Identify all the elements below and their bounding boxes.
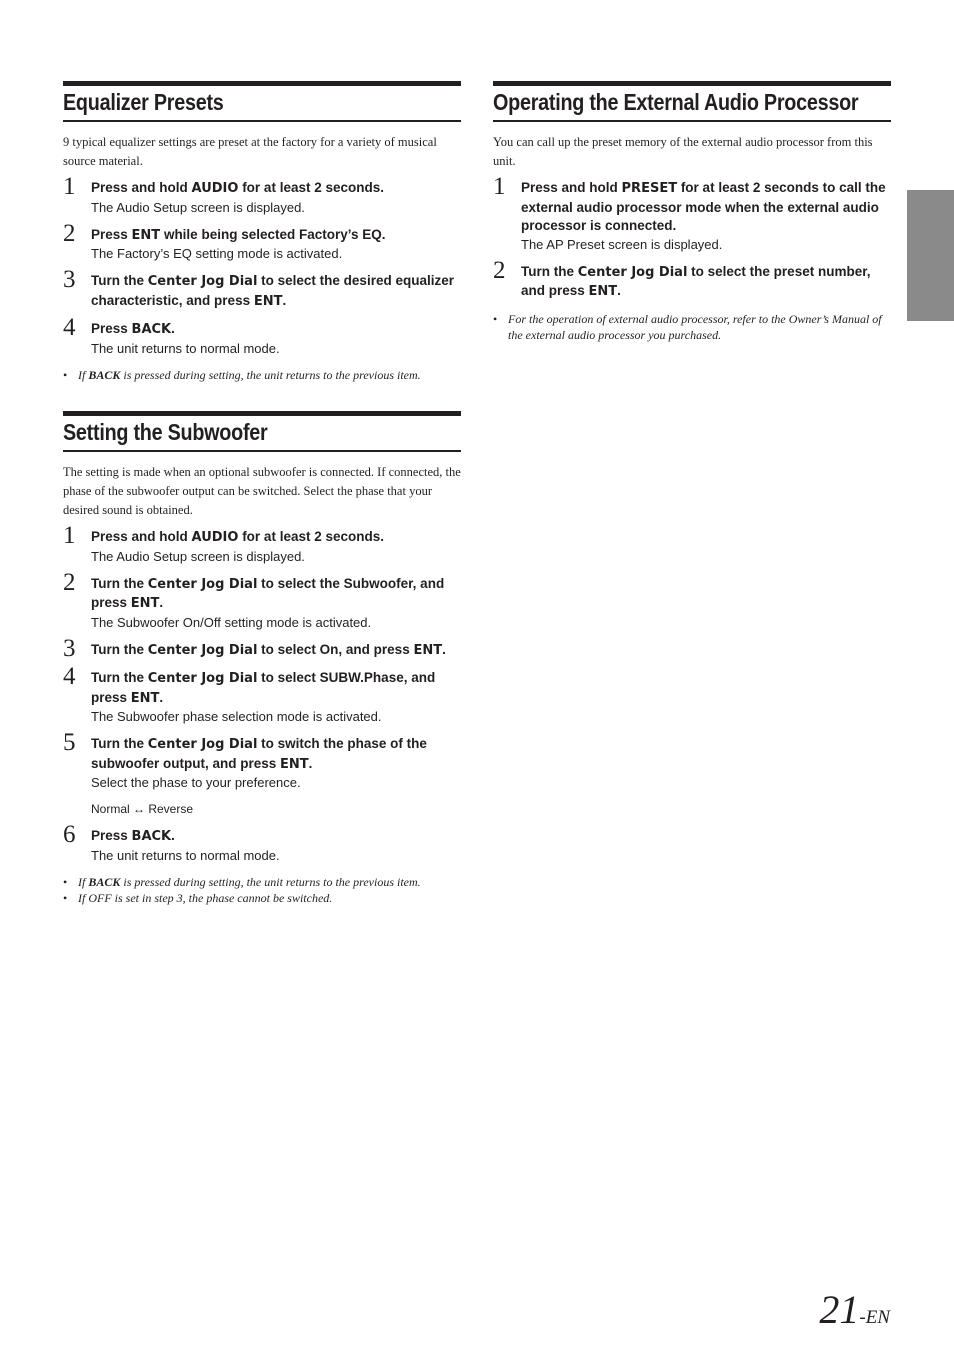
key-name: ENT: [588, 284, 618, 299]
step-result: Select the phase to your preference.: [91, 775, 301, 790]
step-number: 4: [63, 663, 76, 690]
instruction-text: .: [171, 321, 175, 336]
note-text: If OFF is set in step 3, the phase cannot be switched.: [78, 891, 333, 905]
key-name: ENT: [131, 227, 161, 243]
step-number: 2: [63, 568, 76, 596]
instruction-text: Turn the: [91, 670, 148, 685]
instruction-text: to switch the phase of the subwoofer output, and press: [91, 736, 427, 771]
instruction-text: for at least 2 seconds.: [238, 529, 384, 544]
step-item: [63, 522, 461, 566]
step-item: [493, 256, 891, 302]
step-number: 2: [493, 256, 506, 284]
section-title: Operating the External Audio Processor: [493, 89, 859, 115]
step-number: 1: [63, 522, 76, 549]
step-item: [63, 663, 461, 726]
instruction-text: .: [171, 828, 175, 843]
key-name: AUDIO: [191, 530, 239, 545]
step-instruction: [91, 179, 461, 199]
key-name: BACK: [131, 829, 172, 844]
instruction-text: Turn the: [91, 273, 148, 288]
key-name: Center Jog Dial: [147, 642, 258, 658]
key-name: ENT: [280, 756, 309, 772]
step-instruction: [521, 179, 891, 236]
step-item: [63, 568, 461, 632]
step-instruction: [91, 272, 461, 311]
step-number: 4: [63, 314, 76, 341]
step-result: The Factory’s EQ setting mode is activated.: [91, 246, 343, 261]
note-list: [63, 874, 461, 907]
key-name: Center Jog Dial: [147, 576, 258, 592]
note-item: [63, 890, 461, 907]
key-name: Center Jog Dial: [147, 274, 258, 289]
step-instruction: [91, 641, 461, 661]
step-result: The Audio Setup screen is displayed.: [91, 199, 305, 215]
section-intro: 9 typical equalizer settings are preset at the factory for a variety of musical source material.: [63, 135, 437, 168]
key-name: Center Jog Dial: [147, 671, 258, 686]
key-name: ENT: [413, 642, 443, 658]
instruction-text: Press and hold: [521, 180, 622, 195]
section-title: Setting the Subwoofer: [63, 419, 268, 445]
step-number: 5: [63, 729, 76, 756]
section-header: [63, 411, 461, 452]
section-setting-subwoofer: [63, 411, 461, 907]
step-instruction: [91, 320, 461, 340]
instruction-text: to select the desired equalizer characteristic, and press: [91, 273, 454, 308]
instruction-text: Turn the: [91, 736, 148, 751]
section-external-audio-processor: [493, 81, 891, 344]
step-number: 3: [63, 634, 76, 662]
step-item: [63, 821, 461, 865]
key-name: AUDIO: [191, 181, 239, 196]
instruction-text: .: [617, 283, 621, 298]
section-header: [493, 81, 891, 122]
instruction-text: Turn the: [91, 575, 148, 591]
instruction-text: for at least 2 seconds to call the external audio processor mode when the external audio processor is connected.: [521, 180, 886, 233]
instruction-text: Turn the: [91, 641, 148, 657]
key-name: ENT: [130, 596, 160, 611]
instruction-text: .: [308, 755, 313, 771]
step-result: The Subwoofer On/Off setting mode is activated.: [91, 614, 372, 630]
step-list: [63, 173, 461, 358]
step-instruction: [91, 669, 461, 708]
instruction-text: Press: [91, 226, 132, 242]
step-item: [493, 173, 891, 254]
instruction-text: .: [442, 641, 446, 657]
left-column: [63, 81, 461, 935]
key-name: ENT: [253, 293, 283, 309]
instruction-text: .: [282, 292, 287, 308]
section-header: [63, 81, 461, 122]
instruction-text: Press: [91, 828, 132, 843]
instruction-text: .: [159, 689, 164, 705]
step-instruction: [91, 735, 461, 774]
instruction-text: Press: [91, 321, 132, 336]
key-name: Center Jog Dial: [577, 264, 688, 280]
step-item: [63, 173, 461, 217]
instruction-text: to select the Subwoofer, and press: [91, 575, 445, 610]
note-text: is pressed during setting, the unit returns to the previous item.: [120, 367, 421, 382]
note-text: is pressed during setting, the unit returns to the previous item.: [120, 874, 421, 889]
note-item: [63, 874, 461, 891]
instruction-text: to select the preset number, and press: [521, 263, 871, 298]
section-intro: The setting is made when an optional subwoofer is connected. If connected, the phase of the subwoofer output can be switched. Select the phase that your desired sound is obtained.: [63, 465, 461, 517]
step-instruction: [521, 263, 891, 302]
step-instruction: [91, 226, 461, 246]
key-name: ENT: [130, 690, 160, 706]
step-item: [63, 634, 461, 662]
step-number: 6: [63, 821, 76, 848]
step-number: 2: [63, 219, 76, 247]
key-name: BACK: [131, 322, 172, 337]
step-instruction: [91, 827, 461, 847]
instruction-text: Press and hold: [91, 529, 192, 544]
step-list: [63, 522, 461, 865]
step-result: The Audio Setup screen is displayed.: [91, 548, 305, 564]
note-list: [493, 311, 891, 344]
instruction-text: for at least 2 seconds.: [238, 180, 384, 195]
step-list: [493, 173, 891, 302]
step-result: The unit returns to normal mode.: [91, 340, 280, 356]
step-item: [63, 266, 461, 311]
key-name: PRESET: [621, 181, 678, 196]
step-item: [63, 729, 461, 818]
note-list: [63, 367, 461, 384]
step-number: 3: [63, 266, 76, 293]
step-number: 1: [493, 173, 506, 200]
right-column: [493, 81, 891, 372]
instruction-text: .: [159, 595, 164, 610]
page-number-suffix: -EN: [859, 1307, 890, 1328]
page-number: [819, 1286, 890, 1333]
chapter-side-tab: [907, 190, 954, 321]
page-number-value: 21: [819, 1287, 860, 1332]
key-name: Center Jog Dial: [147, 737, 258, 752]
step-item: [63, 219, 461, 264]
note-keyword: BACK: [88, 874, 121, 889]
note-item: [63, 367, 461, 384]
section-title: Equalizer Presets: [63, 89, 224, 115]
note-text: If: [78, 874, 89, 889]
note-text: If: [78, 367, 89, 382]
step-instruction: [91, 575, 461, 614]
step-result: The unit returns to normal mode.: [91, 847, 280, 863]
step-item: [63, 314, 461, 358]
instruction-text: while being selected Factory’s EQ.: [160, 226, 386, 242]
instruction-text: to select On, and press: [257, 641, 414, 657]
option-values: Normal ↔ Reverse: [91, 802, 194, 816]
step-instruction: [91, 528, 461, 548]
step-result: The AP Preset screen is displayed.: [521, 236, 723, 252]
note-keyword: BACK: [88, 367, 121, 382]
step-number: 1: [63, 173, 76, 200]
section-equalizer-presets: [63, 81, 461, 383]
instruction-text: Press and hold: [91, 180, 192, 195]
note-item: [493, 311, 891, 344]
instruction-text: to select SUBW.Phase, and press: [91, 670, 436, 705]
section-intro: You can call up the preset memory of the external audio processor from this unit.: [493, 135, 873, 168]
note-text: For the operation of external audio processor, refer to the Owner’s Manual of the external audio processor you purchased.: [508, 311, 882, 342]
step-result: The Subwoofer phase selection mode is activated.: [91, 709, 382, 724]
instruction-text: Turn the: [521, 263, 578, 279]
